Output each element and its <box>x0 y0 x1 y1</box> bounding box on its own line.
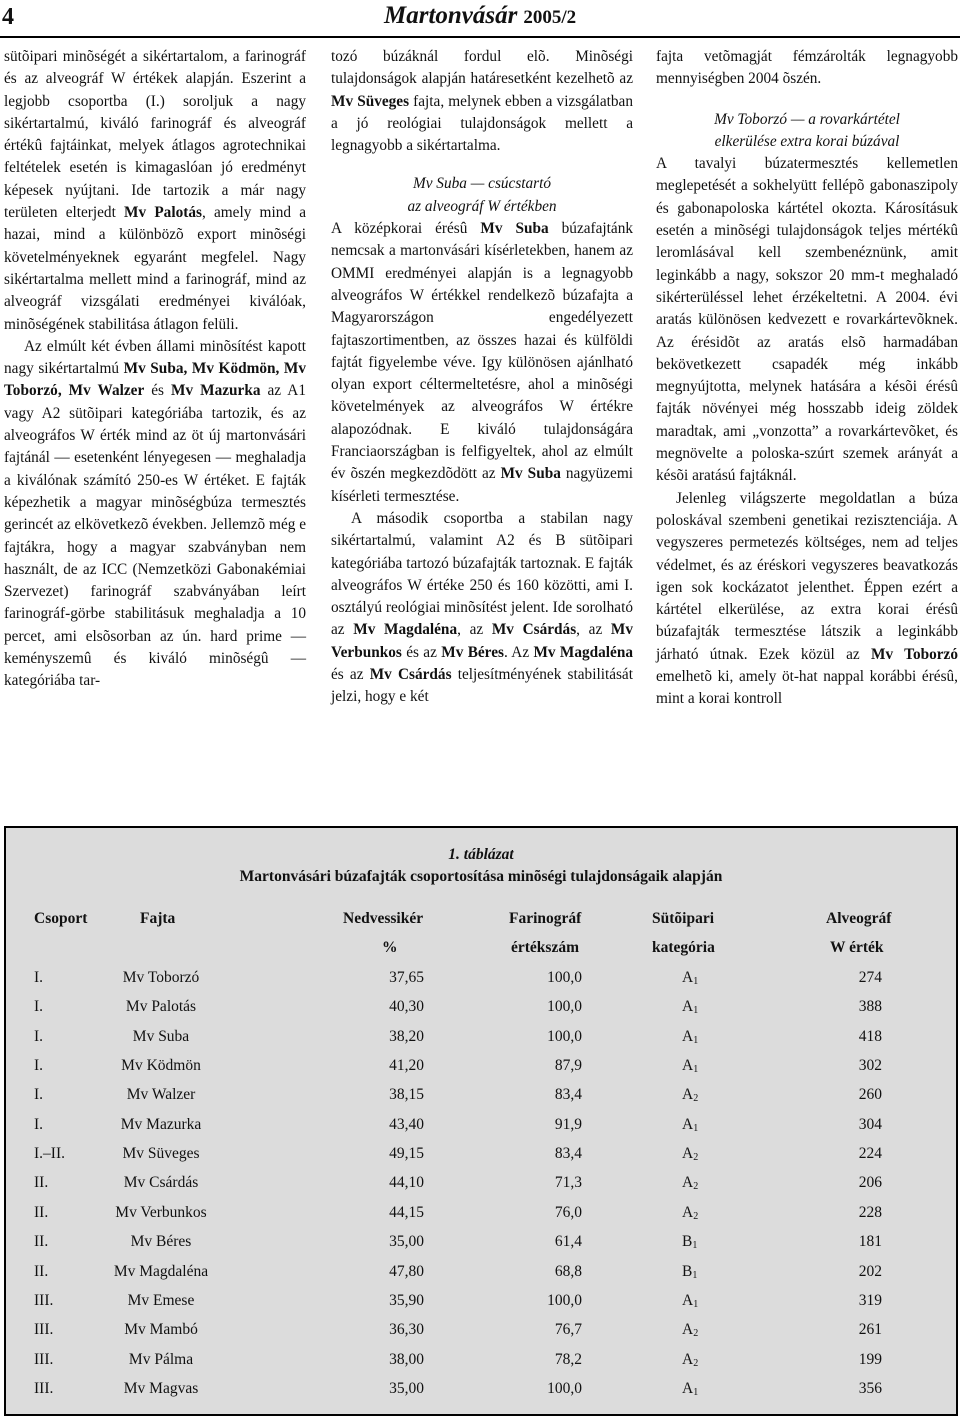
heading-line: elkerülése extra korai búzával <box>714 132 900 150</box>
cell-csoport: III. <box>34 1379 54 1397</box>
category-index: 2 <box>693 1181 699 1193</box>
category-index: 2 <box>693 1152 699 1164</box>
category-index: 1 <box>693 976 699 987</box>
category-index: 1 <box>693 1298 699 1310</box>
header-nedvessiker: Nedvessikér <box>343 910 424 927</box>
text-column-1 <box>4 46 306 693</box>
wheat-quality-table <box>4 826 958 1416</box>
table-row <box>6 969 956 998</box>
cell-alveograf-w: 304 <box>858 1115 882 1133</box>
text-run: , az <box>457 621 492 639</box>
text-run: . Az <box>503 643 534 661</box>
cell-sutoipari-kategoria <box>682 1174 698 1192</box>
cell-alveograf-w: 261 <box>858 1321 882 1339</box>
cell-nedvessiker: 44,15 <box>389 1203 424 1221</box>
variety-name: Mv Suba <box>500 465 561 483</box>
cell-farinograf: 83,4 <box>554 1145 582 1163</box>
text-run: A második csoportba a stabilan nagy sikértartalmú, valamint A2 és B sütõipari kategóriába tartozó búzafajták tartoznak. E fajták alveográfos W értéke 250 és 160 közötti, ami I. osztályú reológiai minõsítést jelent. Ide sorolható az <box>331 509 633 639</box>
text-run: búzafajtánk nemcsak a martonvásári kísérletekben, hanem az OMMI eredményei alapján is a legnagyobb alveográfos W értékkel rendelkezõ búzafajta a Magyarországon engedélyezett fajtaszortimentben, az összes hazai és külföldi fajtát figyelembe véve. Igy különösen ajánlható olyan export céltermeltetésre, ahol a minõségi követelmények az alveográfos W értékre alapozódnak. E kiváló tulajdonságára Franciaországban is felfigyeltek, ahol az elmúlt év õszén megkezdõdött az <box>331 220 633 483</box>
cell-fajta: Mv Suba <box>132 1027 190 1045</box>
text-run: és az <box>401 643 442 661</box>
cell-csoport: III. <box>34 1321 54 1339</box>
text-run: az A1 vagy A2 sütõipari kategóriába tartozik, és az alveográfos W érték mind az öt új martonvásári fajtánál — esetenként lényegesen — meghaladja a kiválónak számító 250-es W értéket. E fajták képezhetik a magyar minõségbúza termesztés gerincét az elkövetkezõ években. Jellemzõ még e fajtákra, hogy a magyar szabványban nem használt, de az ICC (Nemzetközi Gabonakémiai Szervezet) farinográf szabványában leírt farinográf-görbe stabilitásuk meghaladja a 10 percet, ami elsõsorban az ún. hard prime — keményszemû és kiváló minõségû — kategóriába tar- <box>4 382 306 690</box>
table-row <box>6 1321 956 1350</box>
category-letter: A <box>682 1027 694 1045</box>
header-farinograf: Farinográf <box>509 910 582 927</box>
cell-alveograf-w: 224 <box>858 1145 882 1163</box>
table-row <box>6 1204 956 1233</box>
cell-csoport: I. <box>34 998 44 1016</box>
cell-nedvessiker: 44,10 <box>389 1174 424 1192</box>
header-farinograf-sub: értékszám <box>511 939 579 956</box>
cell-alveograf-w: 202 <box>858 1262 882 1280</box>
cell-sutoipari-kategoria <box>682 1263 697 1281</box>
text-run: , az <box>576 621 611 639</box>
journal-title-block <box>384 2 576 30</box>
heading-line: Mv Toborzó — a rovarkártétel <box>714 110 900 128</box>
table-row <box>6 1380 956 1409</box>
cell-nedvessiker: 37,65 <box>389 969 424 986</box>
text-run: tozó búzáknál fordul elõ. Minõségi tulajdonságok alapján határesetként kezelhetõ az <box>331 48 633 88</box>
cell-sutoipari-kategoria <box>682 1145 698 1163</box>
cell-fajta: Mv Pálma <box>128 1350 194 1368</box>
cell-farinograf: 91,9 <box>554 1115 582 1133</box>
category-index: 1 <box>693 1005 699 1017</box>
category-letter: A <box>682 1203 694 1221</box>
cell-farinograf: 71,3 <box>554 1174 582 1192</box>
cell-farinograf: 100,0 <box>547 1379 582 1397</box>
category-index: 2 <box>693 1210 699 1222</box>
category-letter: A <box>682 1174 694 1192</box>
text-run: nagyüzemi kísérleti termesztése. <box>331 465 633 505</box>
cell-fajta: Mv Ködmön <box>121 1057 201 1075</box>
cell-csoport: III. <box>34 1350 54 1368</box>
table-row <box>6 1263 956 1292</box>
table-caption <box>6 844 956 888</box>
header-sutoipari-sub: kategória <box>652 939 715 956</box>
cell-nedvessiker: 40,30 <box>389 998 424 1016</box>
section-heading <box>331 173 633 218</box>
cell-fajta: Mv Béres <box>130 1233 192 1251</box>
cell-nedvessiker: 36,30 <box>389 1321 424 1339</box>
cell-csoport: II. <box>34 1203 49 1221</box>
table-row <box>6 1145 956 1174</box>
paragraph <box>331 508 633 709</box>
cell-nedvessiker: 43,40 <box>389 1115 424 1133</box>
cell-csoport: III. <box>34 1291 54 1309</box>
cell-csoport: I. <box>34 1057 44 1075</box>
table-row <box>6 998 956 1027</box>
category-letter: A <box>682 1291 694 1309</box>
cell-farinograf: 100,0 <box>547 969 582 986</box>
category-index: 2 <box>693 1093 699 1105</box>
cell-sutoipari-kategoria <box>682 1351 698 1369</box>
paragraph <box>331 218 633 508</box>
cell-farinograf: 61,4 <box>554 1233 582 1251</box>
header-alveograf: Alveográf <box>826 910 892 927</box>
cell-alveograf-w: 260 <box>858 1086 882 1104</box>
variety-name: Mv Verbunkos <box>331 621 633 661</box>
cell-sutoipari-kategoria <box>682 1321 698 1339</box>
cell-fajta: Mv Toborzó <box>122 969 200 986</box>
cell-sutoipari-kategoria <box>682 1086 698 1104</box>
cell-csoport: I. <box>34 1086 44 1104</box>
table-row <box>6 1233 956 1262</box>
cell-nedvessiker: 35,00 <box>389 1233 424 1251</box>
cell-farinograf: 68,8 <box>554 1262 582 1280</box>
cell-sutoipari-kategoria <box>682 1116 698 1134</box>
variety-name: Mv Béres <box>441 643 504 661</box>
category-index: 2 <box>693 1328 699 1340</box>
cell-fajta: Mv Emese <box>127 1291 195 1309</box>
section-heading <box>656 109 958 154</box>
cell-farinograf: 78,2 <box>554 1350 582 1368</box>
variety-name: Mv Magdaléna <box>533 643 633 661</box>
cell-farinograf: 87,9 <box>554 1057 582 1075</box>
text-run: A középkorai érésû <box>331 220 481 238</box>
header-fajta: Fajta <box>140 910 176 927</box>
cell-farinograf: 83,4 <box>554 1086 582 1104</box>
variety-name: Mv Palotás <box>124 204 202 222</box>
cell-fajta: Mv Magvas <box>123 1379 199 1397</box>
variety-name: Mv Csárdás <box>369 666 452 684</box>
variety-name: Mv Suba, Mv Ködmön, Mv Toborzó, Mv Walzer <box>4 360 307 400</box>
heading-line: az alveográf W értékben <box>407 197 557 215</box>
paragraph: A tavalyi búzatermesztés kellemetlen meglepetését a sokhelyütt fellépõ gabonaszipoly és gabonapoloska kártétel okozta. Károsításuk esetén a minõségi tulajdonságok teljes mértékû leromlásával kell szembenéznünk, amit leginkább a nagy, sokszor 20 mm-t meghaladó sikérterüléssel lehet érzékeltetni. A 2004. évi aratás különösen kedvezett e rovarkártevõknek. Az érésidõt az aratás elsõ harmadában bekövetkezett csapadék még inkább megnyújtotta, melynek hatására a késõi érésû fajták növényei még hosszabb ideig zöldek maradtak, ami „vonzotta” a rovarkártevõket, és megnövelte a poloska-szúrt szemek arányát a késõi aratású fajtáknál. <box>656 155 958 485</box>
variety-name: Mv Süveges <box>331 92 410 110</box>
text-run: Az elmúlt két évben állami minõsítést kapott nagy sikértartalmú <box>4 337 306 378</box>
paragraph: fajta vetõmagját fémzárolták legnagyobb mennyiségben 2004 õszén. <box>656 48 958 88</box>
cell-nedvessiker: 49,15 <box>389 1145 424 1163</box>
cell-csoport: I. <box>34 1027 44 1045</box>
category-index: 1 <box>693 1034 699 1046</box>
cell-alveograf-w: 302 <box>858 1057 882 1075</box>
cell-fajta: Mv Mambó <box>124 1321 198 1339</box>
heading-line: Mv Suba — csúcstartó <box>412 175 552 193</box>
cell-sutoipari-kategoria <box>682 969 698 987</box>
category-letter: A <box>682 1057 694 1075</box>
cell-sutoipari-kategoria <box>682 1057 698 1075</box>
cell-csoport: I. <box>34 1115 44 1133</box>
category-index: 1 <box>692 1269 698 1281</box>
cell-fajta: Mv Verbunkos <box>115 1203 207 1221</box>
table-row <box>6 1086 956 1115</box>
cell-nedvessiker: 38,15 <box>389 1086 424 1104</box>
text-run: Jelenleg világszerte megoldatlan a búza poloskával szembeni genetikai rezisztenciája. A vegyszeres permetezés költséges, nem ad teljes védelmet, és az éréskori vegyszeres beavatkozás igen sok kockázatot jelenthet. Éppen ezért a kártétel elkerülése, az extra korai érésû búzafajták termesztése látszik a leginkább járható útnak. Ezek közül az <box>656 489 958 663</box>
cell-farinograf: 100,0 <box>547 1291 582 1309</box>
table-row <box>6 1292 956 1321</box>
page-header <box>0 0 960 38</box>
cell-csoport: II. <box>34 1262 49 1280</box>
table-row <box>6 1057 956 1086</box>
cell-alveograf-w: 388 <box>858 998 882 1016</box>
cell-fajta: Mv Süveges <box>122 1145 200 1163</box>
page-number: 4 <box>2 4 14 30</box>
category-index: 1 <box>693 1386 699 1398</box>
paragraph <box>4 336 306 693</box>
journal-title: Martonvásár <box>384 2 518 29</box>
variety-name: Mv Suba <box>480 220 549 238</box>
category-letter: A <box>682 969 694 986</box>
cell-nedvessiker: 38,20 <box>389 1027 424 1045</box>
cell-nedvessiker: 41,20 <box>389 1057 424 1075</box>
cell-alveograf-w: 228 <box>858 1203 882 1221</box>
header-csoport: Csoport <box>34 910 88 927</box>
text-run: sütõipari minõségét a sikértartalom, a farinográf és az alveográf W értékek alapján. Eszerint a legjobb csoportba (I.) soroljuk a nagy sikértartalmú, kiváló farinográf és alveográf értékû fajtáinkat, melyek átlagos agrotechnikai feltételek esetén is kimagaslóan jó eredményt képesek nyújtani. Ide tartozik a már nagy területen elterjedt <box>4 48 306 222</box>
text-run: és az <box>331 666 370 684</box>
cell-fajta: Mv Mazurka <box>120 1115 202 1133</box>
cell-alveograf-w: 181 <box>858 1233 882 1251</box>
table-number: 1. táblázat <box>448 846 514 863</box>
cell-nedvessiker: 35,00 <box>389 1379 424 1397</box>
category-letter: A <box>682 1115 694 1133</box>
header-sutoipari: Sütõipari <box>652 910 715 927</box>
category-letter: A <box>682 1145 694 1163</box>
cell-sutoipari-kategoria <box>682 1292 698 1310</box>
cell-csoport: I.–II. <box>34 1145 65 1163</box>
cell-alveograf-w: 418 <box>858 1027 882 1045</box>
category-letter: A <box>682 1321 694 1339</box>
cell-fajta: Mv Palotás <box>125 998 197 1016</box>
cell-csoport: II. <box>34 1233 49 1251</box>
variety-name: Mv Mazurka <box>171 382 261 400</box>
cell-fajta: Mv Csárdás <box>123 1174 199 1192</box>
variety-name: Mv Magdaléna <box>353 621 458 639</box>
cell-farinograf: 76,7 <box>554 1321 582 1339</box>
header-nedvessiker-unit: % <box>382 939 398 956</box>
text-run: , amely mind a hazai, mind a különbözõ export minõségi követelményeknek egyaránt megfelel. Nagy sikértartalma mellett mind a farinográf, mind az alveográf vizsgálati eredményei kiválóak, minõségének stabilitása átlagon felüli. <box>4 204 306 333</box>
cell-sutoipari-kategoria <box>682 1028 698 1046</box>
paragraph <box>656 488 958 711</box>
text-column-2 <box>331 46 633 709</box>
cell-csoport: II. <box>34 1174 49 1192</box>
text-run: fajta, melynek ebben a vizsgálatban a jó reológiai tulajdonságok mellett a legnagyobb a sikértartalma. <box>331 92 633 155</box>
category-index: 1 <box>693 1064 699 1076</box>
category-letter: A <box>682 1350 694 1368</box>
cell-alveograf-w: 199 <box>858 1350 882 1368</box>
journal-issue: 2005/2 <box>523 7 577 28</box>
paragraph <box>4 46 306 336</box>
text-run: és <box>144 382 172 400</box>
category-index: 1 <box>692 1240 698 1252</box>
category-letter: A <box>682 1086 694 1104</box>
table-title: Martonvásári búzafajták csoportosítása minõségi tulajdonságaik alapján <box>239 868 723 885</box>
variety-name: Mv Csárdás <box>491 621 577 639</box>
cell-fajta: Mv Magdaléna <box>113 1262 209 1280</box>
category-letter: A <box>682 998 694 1016</box>
header-alveograf-sub: W érték <box>830 939 884 956</box>
cell-nedvessiker: 38,00 <box>389 1350 424 1368</box>
cell-farinograf: 100,0 <box>547 998 582 1016</box>
text-column-3 <box>656 46 958 711</box>
table-row <box>6 1116 956 1145</box>
category-index: 1 <box>693 1122 699 1134</box>
category-letter: B <box>682 1233 693 1251</box>
cell-alveograf-w: 206 <box>858 1174 882 1192</box>
cell-nedvessiker: 47,80 <box>389 1262 424 1280</box>
cell-sutoipari-kategoria <box>682 1233 697 1251</box>
table-row <box>6 1351 956 1380</box>
table-row <box>6 1174 956 1203</box>
paragraph <box>331 46 633 157</box>
cell-alveograf-w: 274 <box>858 969 882 986</box>
cell-farinograf: 76,0 <box>554 1203 582 1221</box>
cell-sutoipari-kategoria <box>682 1204 698 1222</box>
category-letter: B <box>682 1262 693 1280</box>
cell-alveograf-w: 356 <box>858 1379 882 1397</box>
cell-sutoipari-kategoria <box>682 1380 698 1398</box>
category-letter: A <box>682 1379 694 1397</box>
variety-name: Mv Toborzó <box>871 645 958 663</box>
text-run: emelhetõ ki, amely öt-hat nappal korábbi érésû, mint a korai kontroll <box>656 668 958 708</box>
cell-nedvessiker: 35,90 <box>389 1291 424 1309</box>
table-row <box>6 1028 956 1057</box>
category-index: 2 <box>693 1357 699 1369</box>
cell-alveograf-w: 319 <box>858 1291 882 1309</box>
cell-fajta: Mv Walzer <box>126 1086 196 1104</box>
cell-csoport: I. <box>34 969 44 986</box>
cell-sutoipari-kategoria <box>682 998 698 1016</box>
cell-farinograf: 100,0 <box>547 1027 582 1045</box>
text-run: teljesítményének stabilitását jelzi, hogy e két <box>331 666 633 706</box>
